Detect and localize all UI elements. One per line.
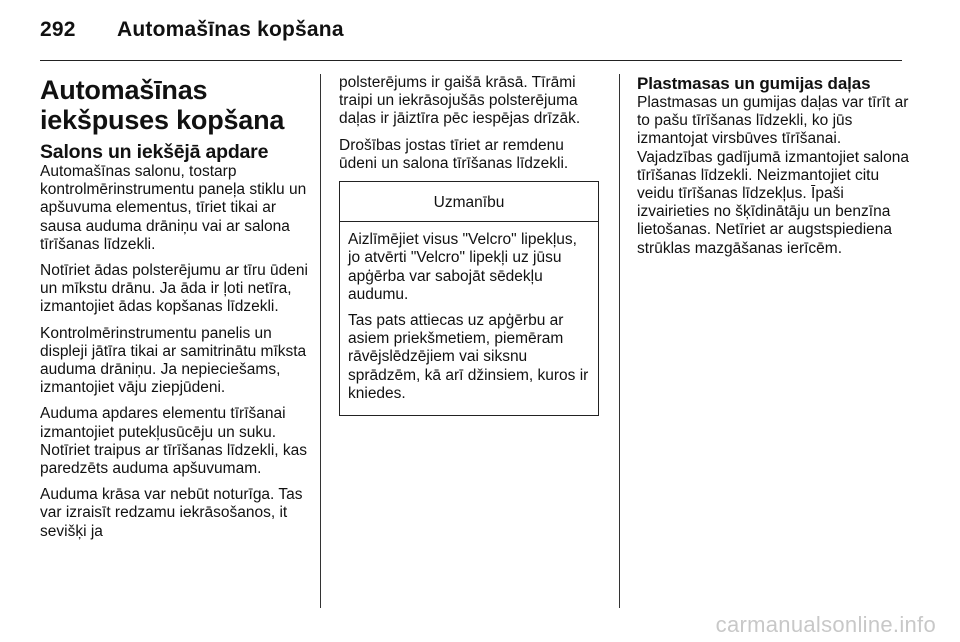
caution-title: Uzmanību xyxy=(340,182,598,222)
paragraph: Automašīnas salonu, tostarp kontrolmērinstrumentu paneļa stiklu un apšuvuma elementus, tīriet tikai ar sausa auduma drāniņu vai ar salona tīrīšanas līdzekli. xyxy=(40,163,307,253)
paragraph: Notīriet ādas polsterējumu ar tīru ūdeni un mīkstu drānu. Ja āda ir ļoti netīra, izmantojiet ādas kopšanas līdzekli. xyxy=(40,262,308,316)
column-2 xyxy=(339,74,601,416)
paragraph: Plastmasas un gumijas daļas var tīrīt ar to pašu tīrīšanas līdzekli, ko jūs izmantojat virsbūves tīrīšanai. Vajadzības gadījumā izmantojiet salona tīrīšanas līdzekli. Neizmantojiet citu veidu tīrīšanas līdzekļus. Īpaši izvairieties no šķīdinātāju un benzīna lietošanas. Netīriet ar augstspiediena strūklas mazgāšanas ierīcēm. xyxy=(637,94,909,257)
page-number: 292 xyxy=(40,18,76,41)
caution-box xyxy=(339,181,599,416)
paragraph: Kontrolmērinstrumentu panelis un displeji jātīra tikai ar samitrinātu mīksta auduma drāniņu. Ja nepieciešams, izmantojiet vāju ziepjūdeni. xyxy=(40,324,307,397)
watermark: carmanualsonline.info xyxy=(715,612,936,637)
section-title: Automašīnas iekšpuses kopšana xyxy=(40,75,285,135)
paragraph: polsterējums ir gaišā krāsā. Tīrāmi traipi un iekrāsojušās polsterējuma daļas ir jāiztīra pēc iespējas drīzāk. xyxy=(339,74,581,128)
caution-paragraph: Aizlīmējiet visus "Velcro" lipekļus, jo atvērti "Velcro" lipekļi uz jūsu apģērba var sabojāt sēdekļu audumu. xyxy=(348,231,577,303)
header-rule xyxy=(40,60,902,61)
column-divider xyxy=(320,74,321,608)
subsection-title: Salons un iekšējā apdare xyxy=(40,141,269,163)
section-heading: Plastmasas un gumijas daļas xyxy=(637,74,871,93)
paragraph: Auduma apdares elementu tīrīšanai izmantojiet putekļusūcēju un suku. Notīriet traipus ar tīrīšanas līdzekli, kas paredzēts auduma apšuvumam. xyxy=(40,405,308,478)
caution-body xyxy=(340,222,598,415)
running-head: Automašīnas kopšana xyxy=(117,18,344,41)
column-divider xyxy=(619,74,620,608)
column-3 xyxy=(637,74,909,266)
caution-paragraph: Tas pats attiecas uz apģērbu ar asiem priekšmetiem, piemēram rāvējslēdzējiem vai siksnu sprādzēm, kā arī džinsiem, kuros ir kniedes. xyxy=(348,312,589,402)
column-1 xyxy=(40,74,308,549)
paragraph: Auduma krāsa var nebūt noturīga. Tas var izraisīt redzamu iekrāsošanos, it sevišķi ja xyxy=(40,486,303,540)
paragraph: Drošības jostas tīriet ar remdenu ūdeni un salona tīrīšanas līdzekli. xyxy=(339,136,569,172)
